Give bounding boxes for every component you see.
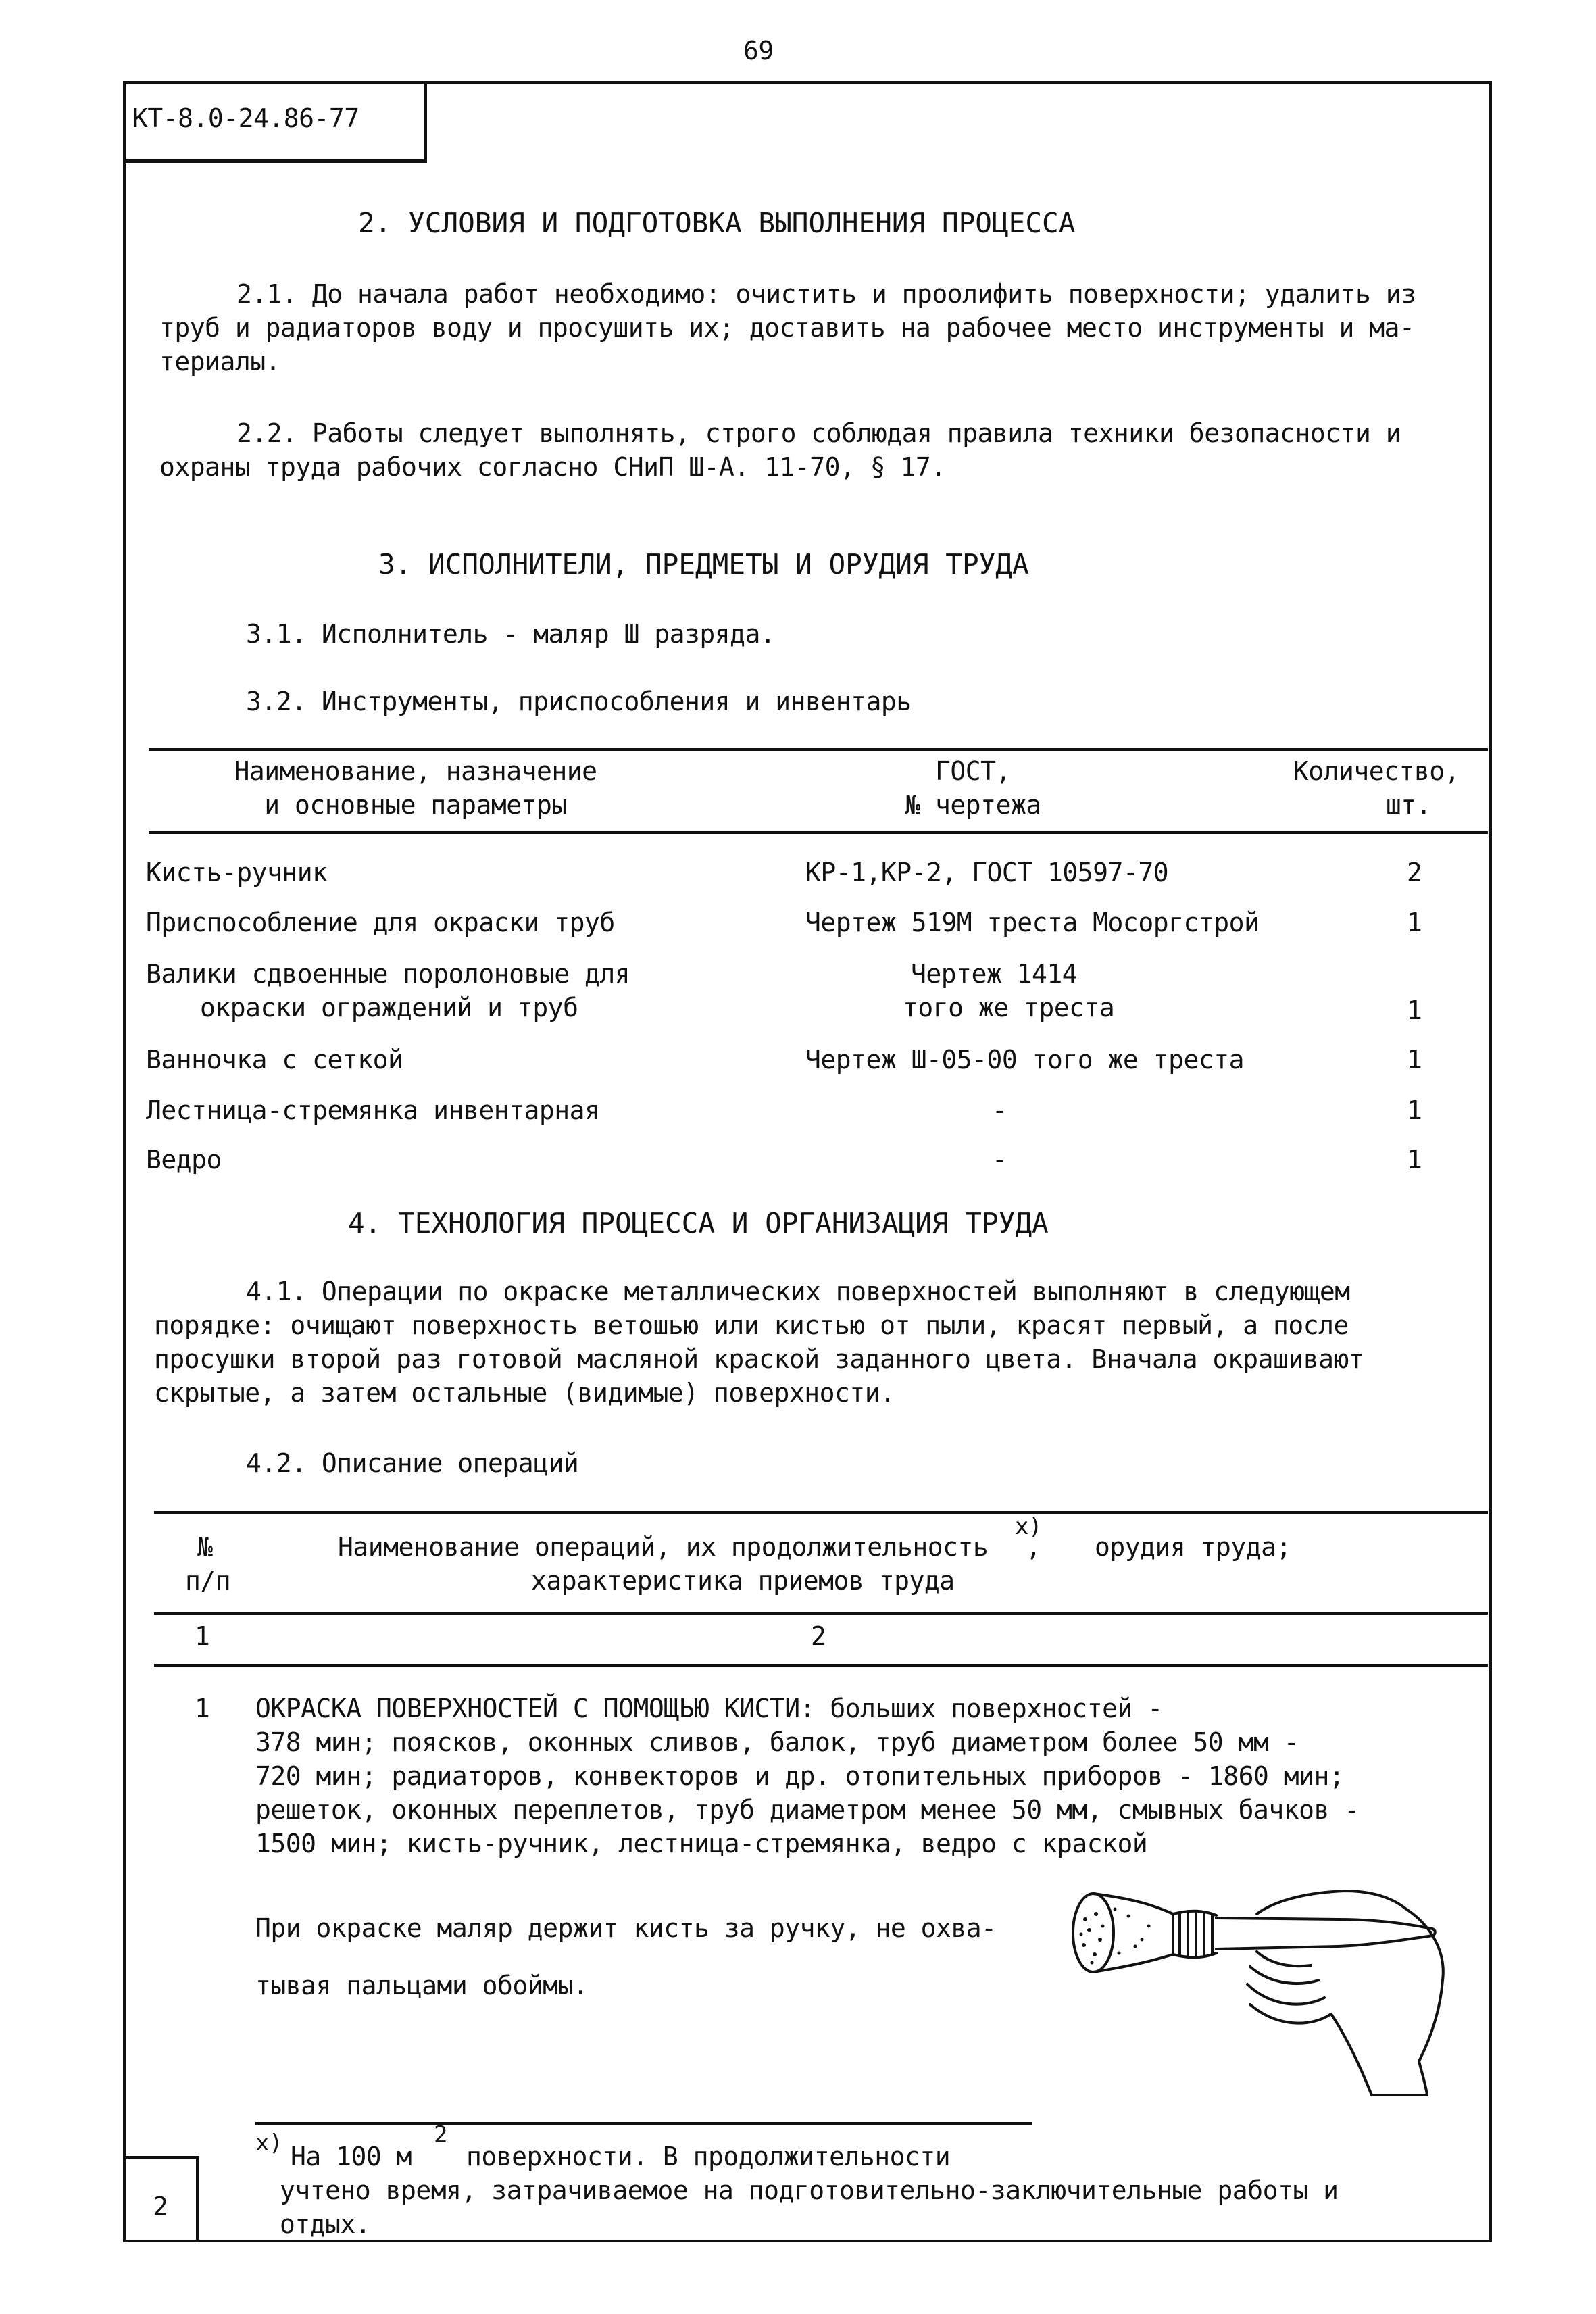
para-4-1-line3: просушки второй раз готовой масляной краской заданного цвета. Вначала окрашивают — [154, 1344, 1364, 1374]
tools-row-3-gost-2: того же треста — [903, 993, 1115, 1023]
sheet-number: 2 — [153, 2192, 168, 2221]
tools-header-qty-1: Количество, — [1293, 756, 1460, 786]
tools-row-3-name-2: окраски ограждений и труб — [200, 993, 578, 1023]
op-1-line-5: 1500 мин; кисть-ручник, лестница-стремянка, ведро с краской — [255, 1829, 1148, 1858]
op-1-line-3: 720 мин; радиаторов, конвекторов и др. отопительных приборов - 1860 мин; — [255, 1761, 1345, 1791]
tools-row-3-qty: 1 — [1407, 995, 1422, 1025]
para-3-1: 3.1. Исполнитель - маляр Ш разряда. — [246, 619, 776, 649]
footnote-rule — [255, 2122, 1032, 2125]
para-2-1-line3: териалы. — [159, 347, 281, 376]
section-4-title: 4. ТЕХНОЛОГИЯ ПРОЦЕССА И ОРГАНИЗАЦИЯ ТРУДА — [348, 1207, 1049, 1239]
tools-row-2-qty: 1 — [1407, 908, 1422, 937]
ops-table-header-rule — [154, 1612, 1488, 1615]
para-4-1-line4: скрытые, а затем остальные (видимые) поверхности. — [154, 1378, 895, 1408]
tools-row-3-name-1: Валики сдвоенные поролоновые для — [146, 959, 630, 989]
ops-header-num-1: № — [197, 1532, 213, 1562]
tools-row-2-name: Приспособление для окраски труб — [146, 908, 615, 937]
tools-table-top-rule — [149, 748, 1488, 751]
op-1-note-1: При окраске маляр держит кисть за ручку, не охва- — [255, 1913, 997, 1943]
section-2-title: 2. УСЛОВИЯ И ПОДГОТОВКА ВЫПОЛНЕНИЯ ПРОЦЕССА — [358, 207, 1076, 239]
tools-row-3-gost-1: Чертеж 1414 — [911, 959, 1078, 989]
tools-row-5-name: Лестница-стремянка инвентарная — [146, 1096, 600, 1125]
op-1-note-2: тывая пальцами обоймы. — [255, 1971, 589, 2000]
tools-row-5-qty: 1 — [1407, 1096, 1422, 1125]
doc-code: КТ-8.0-24.86-77 — [132, 103, 359, 133]
para-4-1-line2: порядке: очищают поверхность ветошью или кистью от пыли, красят первый, а после — [154, 1310, 1349, 1340]
tools-header-name-2: и основные параметры — [264, 790, 567, 820]
ops-table-top-rule — [154, 1511, 1488, 1514]
footnote-line-2: учтено время, затрачиваемое на подготовительно-заключительные работы и — [280, 2175, 1339, 2205]
tools-header-gost-1: ГОСТ, — [935, 756, 1011, 786]
tools-row-4-name: Ванночка с сеткой — [146, 1045, 403, 1075]
page-number: 69 — [743, 36, 774, 66]
ops-header-desc-2: характеристика приемов труда — [531, 1566, 955, 1596]
ops-col-index-2: 2 — [811, 1621, 826, 1651]
op-1-number: 1 — [195, 1694, 210, 1723]
footnote-sup-2: 2 — [434, 2121, 447, 2148]
para-2-2-line1: 2.2. Работы следует выполнять, строго соблюдая правила техники безопасности и — [236, 418, 1401, 448]
ops-header-comma: , — [1026, 1532, 1041, 1562]
tools-table-header-rule — [149, 831, 1488, 834]
brush-hand-illustration — [1054, 1879, 1460, 2109]
ops-header-footnote-mark: x) — [1015, 1513, 1042, 1540]
tools-row-1-name: Кисть-ручник — [146, 858, 328, 887]
tools-header-qty-2: шт. — [1385, 790, 1431, 820]
tools-row-6-qty: 1 — [1407, 1145, 1422, 1175]
para-2-1-line1: 2.1. До начала работ необходимо: очистить и проолифить поверхности; удалить из — [236, 279, 1416, 309]
tools-header-gost-2: № чертежа — [905, 790, 1041, 820]
footnote-line-1a: На 100 м — [291, 2142, 412, 2171]
tools-row-2-gost: Чертеж 519М треста Мосоргстрой — [805, 908, 1260, 937]
tools-row-6-gost: - — [992, 1145, 1007, 1175]
op-1-line-2: 378 мин; поясков, оконных сливов, балок, труб диаметром более 50 мм - — [255, 1727, 1299, 1757]
para-4-1-line1: 4.1. Операции по окраске металлических поверхностей выполняют в следующем — [246, 1277, 1350, 1306]
tools-header-name-1: Наименование, назначение — [234, 756, 597, 786]
tools-row-4-gost: Чертеж Ш-05-00 того же треста — [805, 1045, 1244, 1075]
footnote-line-3: отдых. — [280, 2209, 371, 2239]
para-2-1-line2: труб и радиаторов воду и просушить их; доставить на рабочее место инструменты и ма- — [159, 313, 1415, 343]
para-4-2: 4.2. Описание операций — [246, 1448, 579, 1478]
tools-row-6-name: Ведро — [146, 1145, 222, 1175]
ops-header-desc-1: Наименование операций, их продолжительность — [338, 1532, 989, 1562]
ops-col-index-1: 1 — [195, 1621, 210, 1651]
ops-table-index-rule — [154, 1664, 1488, 1667]
footnote-mark: x) — [255, 2130, 282, 2157]
op-1-line-1: ОКРАСКА ПОВЕРХНОСТЕЙ С ПОМОЩЬЮ КИСТИ: больших поверхностей - — [255, 1694, 1163, 1723]
tools-row-1-gost: КР-1,КР-2, ГОСТ 10597-70 — [805, 858, 1169, 887]
tools-row-1-qty: 2 — [1407, 858, 1422, 887]
para-2-2-line2: охраны труда рабочих согласно СНиП Ш-А. 11-70, § 17. — [159, 452, 946, 482]
section-3-title: 3. ИСПОЛНИТЕЛИ, ПРЕДМЕТЫ И ОРУДИЯ ТРУДА — [378, 548, 1029, 581]
footnote-line-1b: поверхности. В продолжительности — [466, 2142, 951, 2171]
ops-header-tools: орудия труда; — [1095, 1532, 1291, 1562]
tools-row-5-gost: - — [992, 1096, 1007, 1125]
para-3-2: 3.2. Инструменты, приспособления и инвентарь — [246, 687, 912, 716]
op-1-line-4: решеток, оконных переплетов, труб диаметром менее 50 мм, смывных бачков - — [255, 1795, 1360, 1825]
ops-header-num-2: п/п — [185, 1566, 231, 1596]
tools-row-4-qty: 1 — [1407, 1045, 1422, 1075]
